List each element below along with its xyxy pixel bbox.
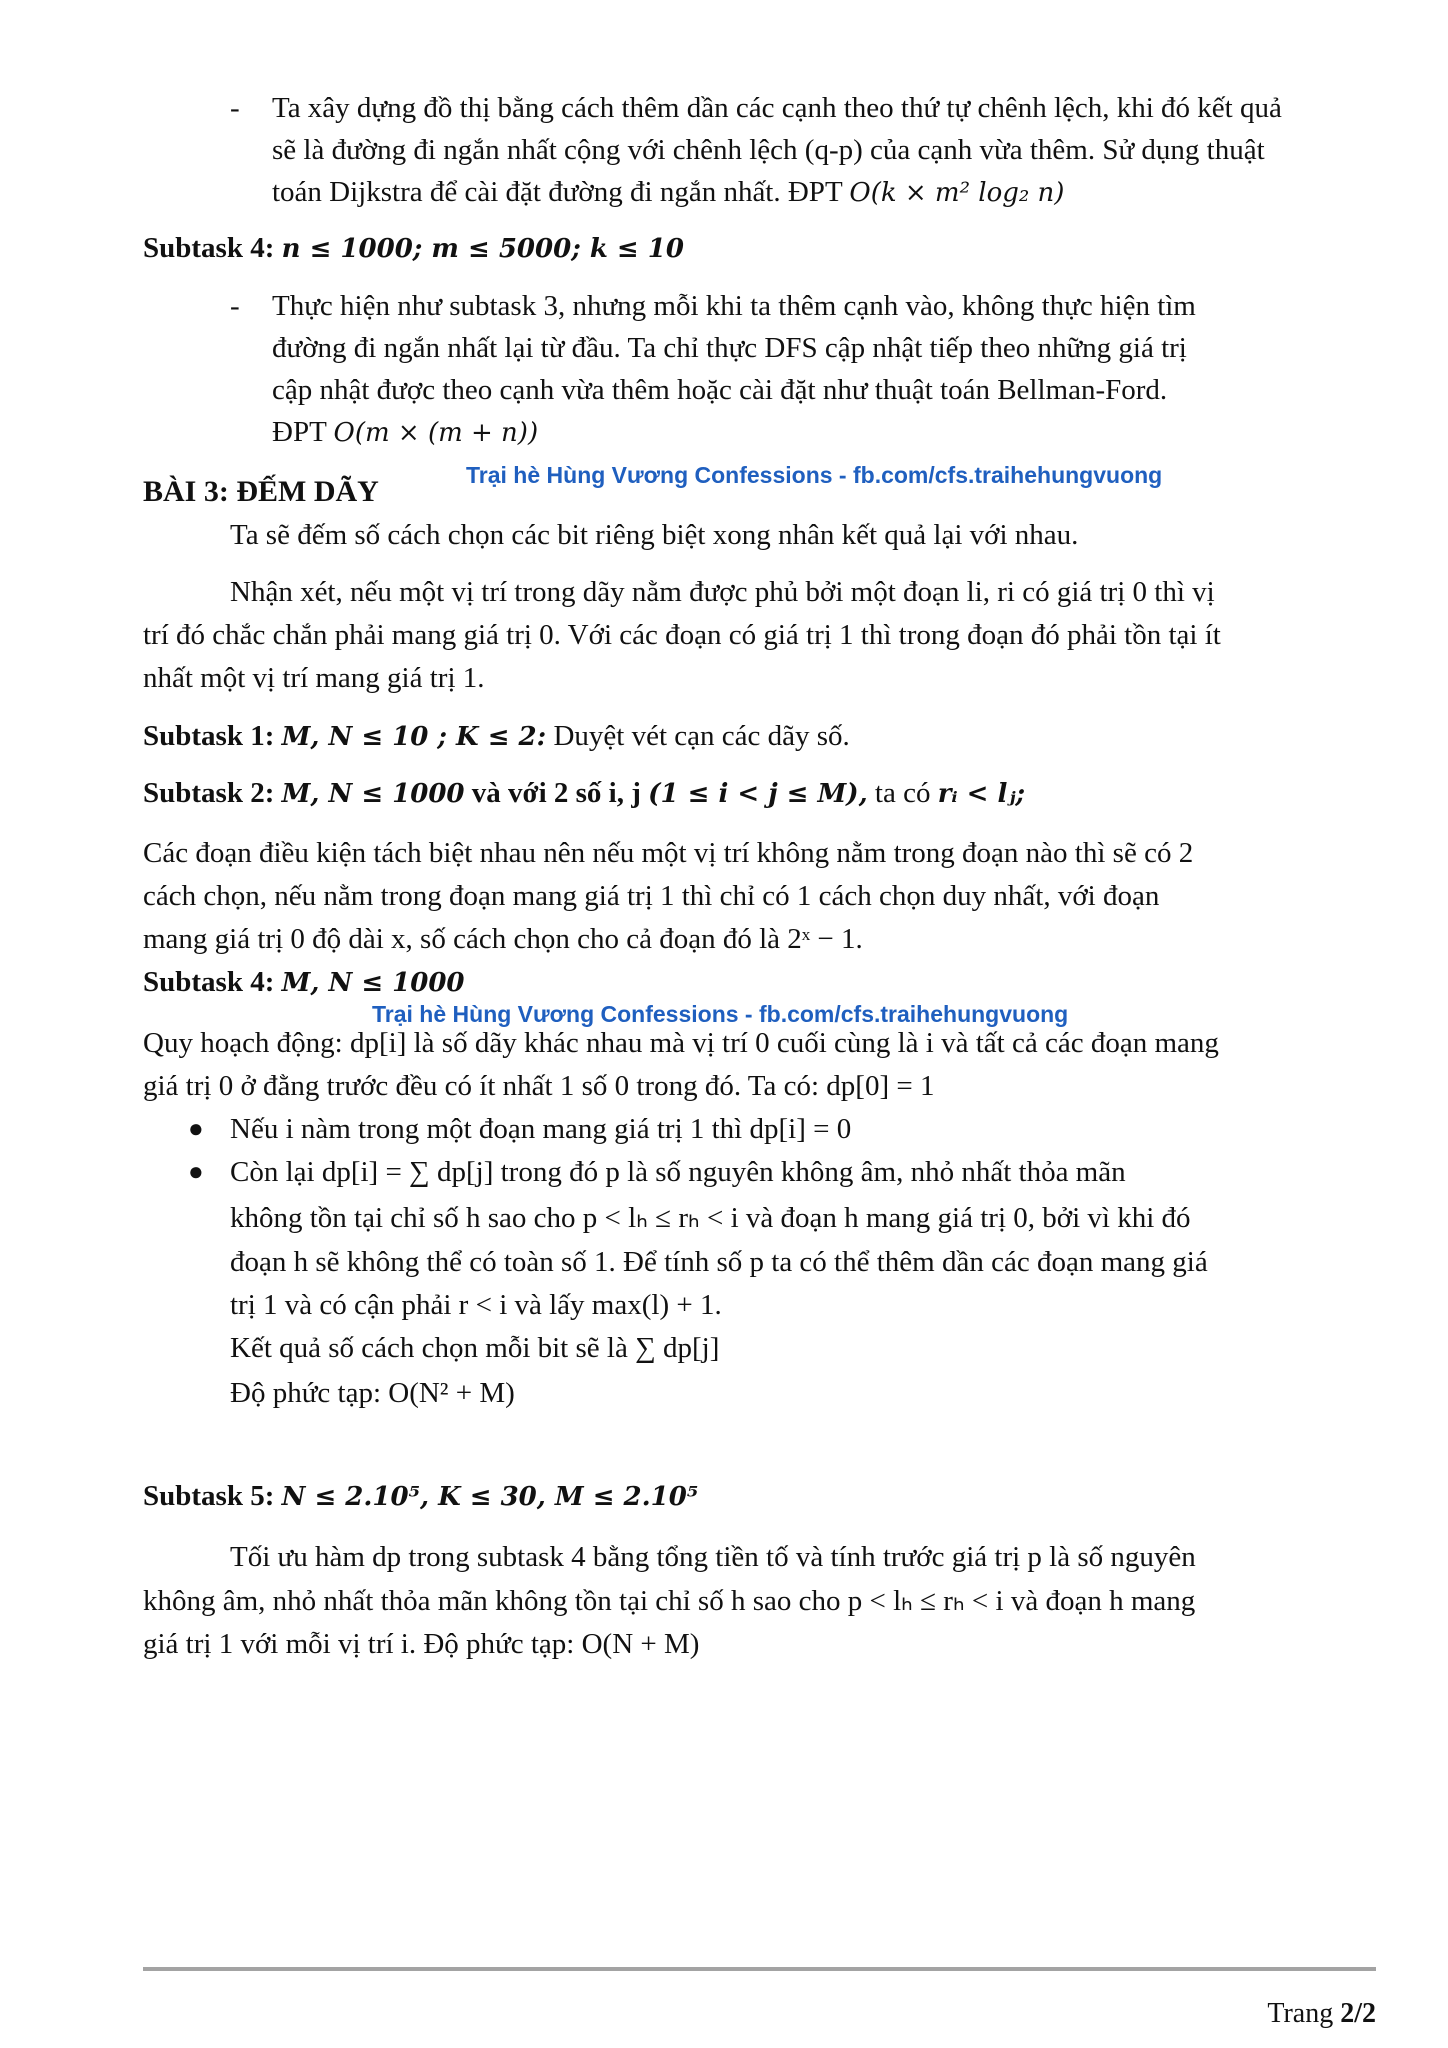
subtask-constraints: n ≤ 1000; m ≤ 5000; k ≤ 10: [281, 234, 684, 264]
list-item: Còn lại dp[i] = ∑ dp[j] trong đó p là số nguyên không âm, nhỏ nhất thỏa mãn: [230, 1156, 1126, 1188]
subtask-constraints: M, N ≤ 1000: [281, 779, 465, 809]
text-line: Thực hiện như subtask 3, nhưng mỗi khi ta thêm cạnh vào, không thực hiện tìm: [272, 290, 1196, 322]
text-line: [272, 412, 538, 453]
text-line: giá trị 1 với mỗi vị trí i. Độ phức tạp: O(N + M): [143, 1628, 700, 1660]
list-dash: -: [230, 290, 240, 322]
subtask-label: Subtask 4:: [143, 966, 282, 998]
text-line: không tồn tại chỉ số h sao cho p < lₕ ≤ rₕ < i và đoạn h mang giá trị 0, bởi vì khi đó: [230, 1202, 1191, 1234]
text-line: trị 1 và có cận phải r < i và lấy max(l) + 1.: [230, 1289, 722, 1321]
subtask-condition: (1 ≤ i < j ≤ M),: [648, 779, 868, 809]
subtask-label: Subtask 1:: [143, 720, 282, 752]
subtask-label: Subtask 2:: [143, 777, 282, 809]
text-line: Ta xây dựng đồ thị bằng cách thêm dần các cạnh theo thứ tự chênh lệch, khi đó kết quả: [272, 92, 1282, 124]
list-item: Nếu i nàm trong một đoạn mang giá trị 1 thì dp[i] = 0: [230, 1113, 852, 1145]
subtask-heading: [143, 962, 465, 1003]
text-line: không âm, nhỏ nhất thỏa mãn không tồn tại chỉ số h sao cho p < lₕ ≤ rₕ < i và đoạn h mang: [143, 1585, 1196, 1617]
watermark: Trại hè Hùng Vương Confessions - fb.com/cfs.traihehungvuong: [372, 1001, 1069, 1027]
subtask-relation: rᵢ < lⱼ;: [937, 779, 1026, 809]
section-title: BÀI 3: ĐẾM DÃY: [143, 475, 379, 508]
text-line: Độ phức tạp: O(N² + M): [230, 1377, 515, 1409]
text-line: Ta sẽ đếm số cách chọn các bit riêng biệt xong nhân kết quả lại với nhau.: [230, 519, 1079, 551]
complexity-formula: O(m × (m + n)): [333, 418, 539, 448]
page-number: [1267, 1998, 1376, 2030]
subtask-text: ta có: [867, 777, 938, 809]
subtask-constraints: M, N ≤ 10 ; K ≤ 2:: [281, 722, 547, 752]
text-line: cách chọn, nếu nằm trong đoạn mang giá trị 1 thì chỉ có 1 cách chọn duy nhất, với đoạn: [143, 880, 1160, 912]
subtask-constraints: M, N ≤ 1000: [281, 968, 465, 998]
text-line: Quy hoạch động: dp[i] là số dãy khác nhau mà vị trí 0 cuối cùng là i và tất cả các đoạn mang: [143, 1027, 1219, 1059]
text-line: [272, 172, 1064, 213]
subtask-constraints: N ≤ 2.10⁵, K ≤ 30, M ≤ 2.10⁵: [281, 1482, 699, 1512]
page-label: Trang: [1267, 1998, 1341, 2029]
text-line: Nhận xét, nếu một vị trí trong dãy nằm được phủ bởi một đoạn li, ri có giá trị 0 thì vị: [230, 576, 1215, 608]
subtask-heading: [143, 716, 850, 757]
text-line: giá trị 0 ở đằng trước đều có ít nhất 1 số 0 trong đó. Ta có: dp[0] = 1: [143, 1070, 935, 1102]
text-line: trí đó chắc chắn phải mang giá trị 0. Với các đoạn có giá trị 1 thì trong đoạn đó phải tồn tại ít: [143, 619, 1221, 651]
text-line: Kết quả số cách chọn mỗi bit sẽ là ∑ dp[j]: [230, 1332, 720, 1364]
subtask-heading: [143, 1476, 698, 1517]
subtask-label: Subtask 5:: [143, 1480, 282, 1512]
footer-divider: [143, 1967, 1376, 1971]
text-line: Tối ưu hàm dp trong subtask 4 bằng tổng tiền tố và tính trước giá trị p là số nguyên: [230, 1541, 1196, 1573]
subtask-text: Duyệt vét cạn các dãy số.: [546, 720, 850, 752]
text-line: đoạn h sẽ không thể có toàn số 1. Để tính số p ta có thể thêm dần các đoạn mang giá: [230, 1246, 1208, 1278]
bullet-dot: ●: [188, 1157, 204, 1186]
text-line: sẽ là đường đi ngắn nhất cộng với chênh lệch (q-p) của cạnh vừa thêm. Sử dụng thuật: [272, 134, 1265, 166]
list-dash: -: [230, 92, 240, 124]
text-line: nhất một vị trí mang giá trị 1.: [143, 662, 485, 694]
watermark: Trại hè Hùng Vương Confessions - fb.com/cfs.traihehungvuong: [466, 462, 1163, 488]
subtask-label: Subtask 4:: [143, 232, 282, 264]
text-line: đường đi ngắn nhất lại từ đầu. Ta chỉ thực DFS cập nhật tiếp theo những giá trị: [272, 332, 1187, 364]
subtask-text: và với 2 số i, j: [464, 777, 649, 809]
subtask-heading: [143, 773, 1025, 814]
text-line: cập nhật được theo cạnh vừa thêm hoặc cài đặt như thuật toán Bellman-Ford.: [272, 374, 1168, 406]
page-count: 2/2: [1340, 1998, 1376, 2029]
text-fragment: toán Dijkstra để cài đặt đường đi ngắn nhất. ĐPT: [272, 176, 850, 208]
text-line: mang giá trị 0 độ dài x, số cách chọn cho cả đoạn đó là 2ˣ − 1.: [143, 923, 863, 955]
subtask-heading: [143, 228, 684, 269]
complexity-formula: O(k × m² log₂ n): [849, 178, 1065, 208]
text-line: Các đoạn điều kiện tách biệt nhau nên nếu một vị trí không nằm trong đoạn nào thì sẽ có 2: [143, 837, 1194, 869]
bullet-dot: ●: [188, 1114, 204, 1143]
text-fragment: ĐPT: [272, 416, 334, 448]
